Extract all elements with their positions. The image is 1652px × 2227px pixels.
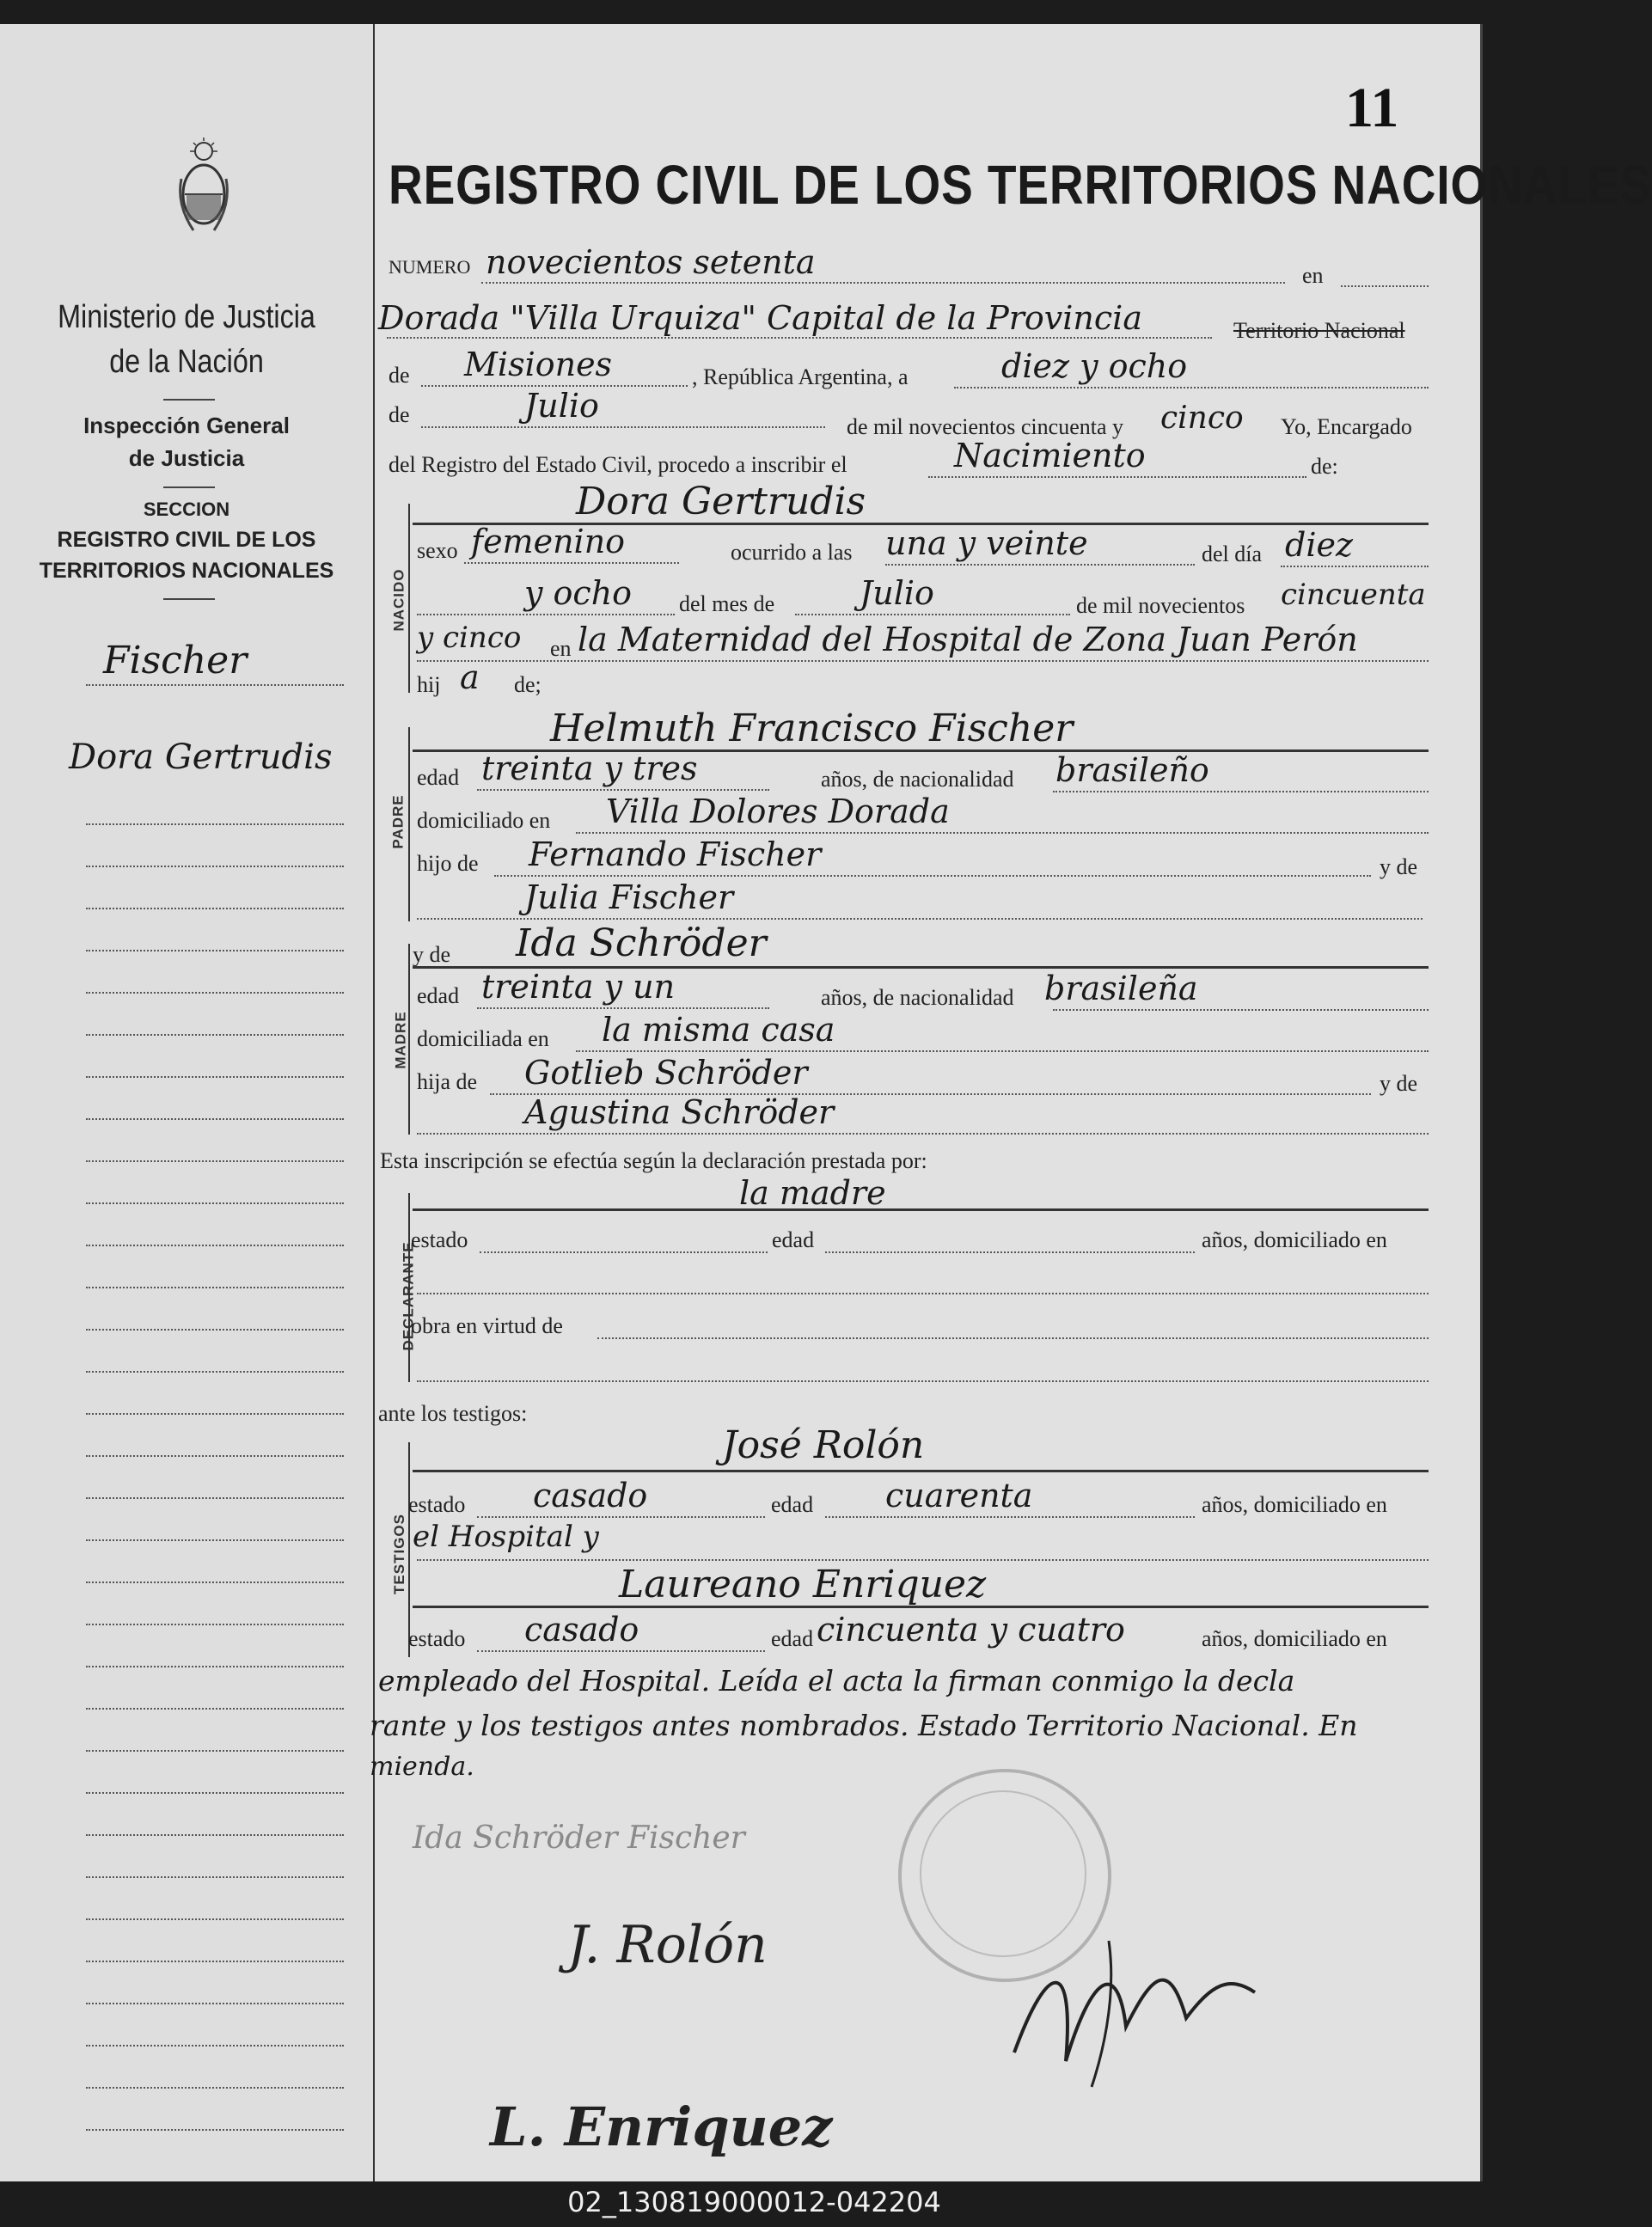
inspection-label: Inspección General — [83, 413, 290, 438]
bracket — [408, 504, 410, 693]
registro-label: del Registro del Estado Civil, procedo a inscribir el — [389, 452, 847, 477]
stub-line — [86, 1708, 344, 1710]
line — [417, 660, 1429, 662]
stub-line — [86, 1624, 344, 1625]
line — [417, 1293, 1429, 1294]
stub-line — [86, 1118, 344, 1120]
declarante-value: la madre — [739, 1174, 886, 1212]
abuela-p-value: Julia Fischer — [524, 878, 734, 916]
line — [417, 1133, 1429, 1135]
abuelo-m-value: Gotlieb Schröder — [524, 1054, 808, 1092]
ministry-label: Ministerio de Justicia — [58, 299, 315, 335]
signature-testigo2: L. Enriquez — [490, 2095, 833, 2158]
divider — [163, 399, 215, 401]
lugar-nac-value: la Maternidad del Hospital de Zona Juan Perón — [578, 621, 1358, 658]
testigos-label: ante los testigos: — [378, 1401, 528, 1426]
y-de-label: y de — [1380, 854, 1418, 879]
madre-label: MADRE — [392, 1011, 409, 1069]
stub-line — [86, 1160, 344, 1162]
stub-line — [86, 1202, 344, 1204]
stub-column — [0, 24, 375, 2181]
line — [1053, 791, 1429, 792]
stub-line — [86, 1961, 344, 1962]
en-label: en — [550, 636, 572, 661]
stub-line — [86, 1918, 344, 1920]
anos-dom-label: años, domiciliado en — [1202, 1227, 1387, 1252]
madre-edad-value: treinta y un — [481, 968, 676, 1006]
hija-de-label: hija de — [417, 1069, 478, 1094]
line — [795, 614, 1070, 615]
inscripcion-label: Esta inscripción se efectúa según la declaración prestada por: — [380, 1148, 927, 1173]
domiciliado-label: domiciliado en — [417, 808, 551, 833]
line — [464, 562, 679, 564]
hora-value: una y veinte — [885, 524, 1088, 562]
de-label: de — [389, 402, 410, 427]
line — [885, 564, 1195, 566]
t2-dom-line-1: empleado del Hospital. Leída el acta la firman conmigo la decla — [378, 1664, 1295, 1698]
padre-nac-value: brasileño — [1055, 751, 1209, 789]
stub-line — [86, 1455, 344, 1457]
y-de-label: y de — [413, 942, 451, 967]
line — [597, 1337, 1429, 1339]
del-dia-label: del día — [1202, 541, 1263, 566]
testigos-vlabel: TESTIGOS — [390, 1514, 407, 1594]
edad-label: edad — [772, 1227, 815, 1252]
stub-line — [86, 1287, 344, 1288]
ministry-label-2: de la Nación — [109, 344, 264, 380]
stub-line — [86, 1792, 344, 1794]
stub-line — [86, 2129, 344, 2131]
edad-label: edad — [771, 1626, 814, 1651]
register-page — [0, 24, 1652, 2181]
hij-suffix-value: a — [460, 658, 480, 696]
edad-label: edad — [417, 983, 460, 1008]
en-label: en — [1302, 263, 1324, 288]
line — [417, 614, 675, 615]
obra-label: obra en virtud de — [411, 1313, 563, 1338]
estado-label: estado — [411, 1227, 468, 1252]
t2-dom-line-3: mienda. — [370, 1752, 474, 1782]
line — [477, 1007, 769, 1009]
anos-dom-label: años, domiciliado en — [1202, 1492, 1387, 1517]
stub-line — [86, 1750, 344, 1752]
line — [1281, 566, 1429, 567]
stub-line — [86, 2045, 344, 2047]
stub-line — [86, 992, 344, 994]
stub-line — [86, 1076, 344, 1078]
stub-line — [86, 684, 344, 686]
signature-madre: Ida Schröder Fischer — [413, 1820, 745, 1856]
estado-label: estado — [408, 1492, 466, 1517]
declarante-label: DECLARANTE — [400, 1241, 417, 1351]
line — [387, 337, 1212, 339]
image-id-footer: 02_130819000012-042204 — [0, 2183, 1508, 2227]
territorio-label: Territorio Nacional — [1233, 318, 1405, 343]
stub-line — [86, 2003, 344, 2004]
t2-dom-line-2: rante y los testigos antes nombrados. Estado Territorio Nacional. En — [370, 1709, 1358, 1742]
line — [825, 1516, 1195, 1518]
stub-line — [86, 1834, 344, 1836]
acto-value: Nacimiento — [954, 437, 1146, 474]
line — [1053, 1009, 1429, 1011]
section-name-2: TERRITORIOS NACIONALES — [39, 559, 334, 583]
anos-nac-label: años, de nacionalidad — [821, 767, 1014, 792]
republica-label: , República Argentina, a — [692, 364, 909, 389]
stub-line — [86, 866, 344, 867]
line — [417, 1380, 1429, 1382]
line — [928, 476, 1306, 478]
stub-line — [86, 823, 344, 825]
bracket — [408, 727, 410, 921]
stub-line — [86, 1413, 344, 1415]
stub-line — [86, 1666, 344, 1667]
numero-label: NUMERO — [389, 256, 471, 278]
padre-edad-value: treinta y tres — [481, 749, 698, 787]
page-title: REGISTRO CIVIL DE LOS TERRITORIOS NACIONALES — [389, 154, 1652, 216]
anos-nac-label: años, de nacionalidad — [821, 985, 1014, 1010]
numero-value: novecientos setenta — [486, 243, 816, 281]
divider — [163, 486, 215, 488]
mil2-label: de mil novecientos — [1076, 593, 1245, 618]
edad-label: edad — [771, 1492, 814, 1517]
t1-edad-value: cuarenta — [885, 1477, 1033, 1514]
sexo-label: sexo — [417, 538, 458, 563]
stub-line — [86, 2087, 344, 2089]
hijo-de-label: hijo de — [417, 851, 479, 876]
madre-nac-value: brasileña — [1044, 970, 1198, 1007]
t1-dom-value: el Hospital y — [413, 1520, 599, 1554]
ocurrido-label: ocurrido a las — [731, 540, 853, 565]
stub-given-names: Dora Gertrudis — [69, 737, 333, 777]
t2-estado-value: casado — [524, 1611, 639, 1649]
line — [576, 832, 1429, 834]
dia-value: diez y ocho — [1001, 347, 1188, 385]
padre-dom-value: Villa Dolores Dorada — [606, 792, 950, 830]
line — [413, 1208, 1429, 1211]
stub-line — [86, 950, 344, 951]
page-number: 11 — [1345, 76, 1399, 139]
stub-line — [86, 1034, 344, 1036]
yo-label: Yo, Encargado — [1281, 414, 1412, 439]
t2-edad-value: cincuenta y cuatro — [817, 1611, 1125, 1649]
mes-value: Julio — [524, 387, 599, 425]
coat-of-arms-icon — [176, 136, 231, 239]
stub-line — [86, 1371, 344, 1373]
abuelo-p-value: Fernando Fischer — [529, 835, 822, 873]
line — [413, 1470, 1429, 1472]
y-de-label: y de — [1380, 1071, 1418, 1096]
stub-surname: Fischer — [103, 639, 248, 682]
line — [477, 789, 769, 791]
line — [825, 1251, 1195, 1253]
de-label: de — [389, 363, 410, 388]
line — [477, 1516, 765, 1518]
stub-line — [86, 908, 344, 909]
nombre-value: Dora Gertrudis — [576, 480, 866, 523]
edad-label: edad — [417, 765, 460, 790]
del-mes-label: del mes de — [679, 591, 775, 616]
estado-label: estado — [408, 1626, 466, 1651]
divider — [163, 598, 215, 600]
anio-value: cinco — [1160, 401, 1244, 436]
nacido-label: NACIDO — [390, 568, 407, 632]
hij-label: hij — [417, 672, 441, 697]
mil-label: de mil novecientos cincuenta y — [847, 414, 1124, 439]
stub-line — [86, 1329, 344, 1331]
de-semi-label: de; — [514, 672, 541, 697]
signature-registrar — [997, 1924, 1281, 2095]
lugar-value: Dorada "Villa Urquiza" Capital de la Provincia — [378, 299, 1142, 337]
dia-nac-value-1: diez — [1285, 526, 1353, 564]
domiciliada-label: domiciliada en — [417, 1026, 549, 1051]
testigo2-value: Laureano Enriquez — [619, 1563, 987, 1606]
inspection-label-2: de Justicia — [128, 445, 245, 471]
line — [1341, 285, 1429, 287]
abuela-m-value: Agustina Schröder — [524, 1093, 835, 1131]
padre-value: Helmuth Francisco Fischer — [550, 707, 1074, 750]
t1-estado-value: casado — [533, 1477, 648, 1514]
signature-testigo1: J. Rolón — [567, 1915, 768, 1975]
anio-nac-value-2: y cinco — [417, 621, 522, 655]
bracket — [408, 1442, 410, 1657]
section-name: REGISTRO CIVIL DE LOS — [57, 528, 316, 552]
line — [477, 1650, 765, 1652]
anio-nac-value-1: cincuenta — [1281, 578, 1426, 612]
de-colon-label: de: — [1311, 454, 1338, 479]
section-label: SECCION — [143, 499, 230, 520]
stub-line — [86, 1497, 344, 1499]
mes-nac-value: Julio — [860, 574, 934, 612]
anos-dom-label: años, domiciliado en — [1202, 1626, 1387, 1651]
line — [494, 875, 1371, 877]
line — [480, 1251, 768, 1253]
stub-line — [86, 1245, 344, 1246]
madre-value: Ida Schröder — [516, 921, 767, 965]
line — [417, 1559, 1429, 1561]
line — [576, 1050, 1429, 1052]
line — [421, 426, 825, 428]
provincia-value: Misiones — [464, 346, 613, 383]
testigo1-value: José Rolón — [722, 1423, 925, 1467]
sexo-value: femenino — [471, 523, 626, 560]
line — [481, 282, 1285, 284]
stub-line — [86, 1582, 344, 1583]
stub-line — [86, 1876, 344, 1878]
line — [417, 918, 1423, 920]
line — [954, 387, 1429, 389]
stub-line — [86, 1539, 344, 1541]
dia-nac-value-2: y ocho — [524, 574, 633, 612]
padre-label: PADRE — [389, 794, 407, 849]
madre-dom-value: la misma casa — [602, 1011, 835, 1049]
line — [413, 1606, 1429, 1608]
